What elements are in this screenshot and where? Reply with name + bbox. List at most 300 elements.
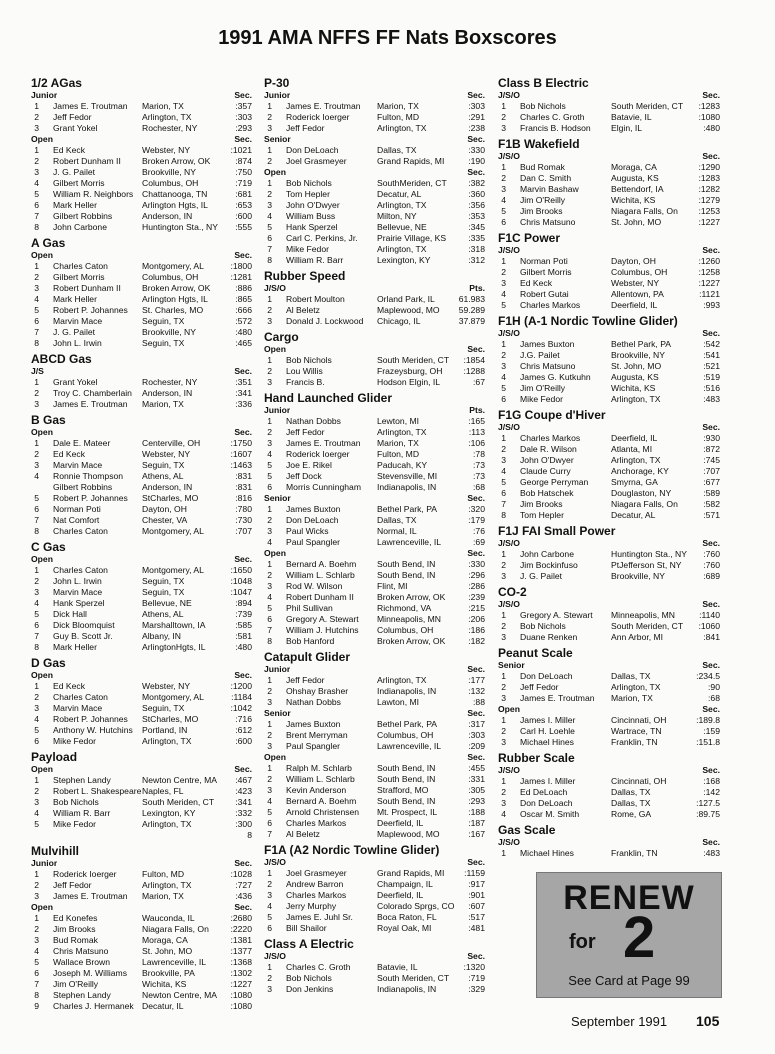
result-row <box>31 526 252 537</box>
score: :182 <box>468 636 485 646</box>
result-row <box>498 206 720 217</box>
place: 6 <box>34 620 39 630</box>
contestant-name: Bob Hanford <box>286 636 335 646</box>
score: :600 <box>235 736 252 746</box>
score: :541 <box>703 350 720 360</box>
place: 2 <box>34 112 39 122</box>
contestant-name: Bernard A. Boehm <box>286 796 357 806</box>
result-row <box>31 399 252 410</box>
score: :1368 <box>230 957 252 967</box>
division-label: J/S/O <box>498 599 520 609</box>
results-column-2 <box>264 73 485 995</box>
place: 2 <box>501 682 506 692</box>
place: 1 <box>267 675 272 685</box>
score: 61.983 <box>458 294 485 304</box>
unit-label: Sec. <box>702 245 720 255</box>
contestant-name: Paul Spangler <box>286 741 340 751</box>
place: 1 <box>267 145 272 155</box>
hometown: Columbus, OH <box>377 730 434 740</box>
place: 8 <box>34 990 39 1000</box>
score: :1080 <box>698 112 720 122</box>
hometown: Columbus, OH <box>377 625 434 635</box>
place: 1 <box>501 433 506 443</box>
section-title: CO-2 <box>498 585 527 599</box>
section-title: Payload <box>31 750 78 764</box>
unit-label: Sec. <box>702 422 720 432</box>
score: :760 <box>703 560 720 570</box>
contestant-name: Joel Grasmeyer <box>286 868 347 878</box>
place: 5 <box>34 305 39 315</box>
hometown: Huntington Sta., NY <box>611 549 687 559</box>
contestant-name: Mike Fedor <box>286 244 329 254</box>
renew-card-text: See Card at Page 99 <box>568 973 690 988</box>
result-row <box>31 913 252 924</box>
result-row <box>264 868 485 879</box>
contestant-name: Jim Bockinfuso <box>520 560 578 570</box>
score: :159 <box>703 726 720 736</box>
place: 2 <box>267 189 272 199</box>
score: :1159 <box>464 868 485 878</box>
score: :1227 <box>230 979 252 989</box>
division-label: Open <box>31 427 53 437</box>
contestant-name: Oscar M. Smith <box>520 809 580 819</box>
division-label: J/S/O <box>498 151 520 161</box>
contestant-name: Michael Hines <box>520 737 574 747</box>
result-row <box>498 339 720 350</box>
hometown: Arlington, TX <box>142 736 192 746</box>
section-title: Rubber Scale <box>498 751 575 765</box>
score: :707 <box>235 526 252 536</box>
score: :1463 <box>230 460 252 470</box>
result-row <box>264 890 485 901</box>
place: 3 <box>267 741 272 751</box>
result-row <box>498 394 720 405</box>
hometown: Prairie Village, KS <box>377 233 447 243</box>
score: :612 <box>235 725 252 735</box>
section-title: Rubber Speed <box>264 269 346 283</box>
score: :436 <box>235 891 252 901</box>
score: :89.75 <box>696 809 720 819</box>
hometown: Wartrace, TN <box>611 726 662 736</box>
score: :73 <box>473 460 485 470</box>
hometown: Maplewood, MO <box>377 829 440 839</box>
section-title: F1A (A2 Nordic Towline Glider) <box>264 843 440 857</box>
contestant-name: Jim O'Reilly <box>520 383 566 393</box>
division-label: Open <box>31 250 53 260</box>
score: :689 <box>703 571 720 581</box>
place: 1 <box>34 101 39 111</box>
unit-label: Pts. <box>469 405 485 415</box>
score: :113 <box>468 427 485 437</box>
hometown: Maplewood, MO <box>377 305 440 315</box>
division-header-row <box>498 538 720 549</box>
result-row <box>498 350 720 361</box>
score: :483 <box>703 848 720 858</box>
contestant-name: James E. Troutman <box>286 438 361 448</box>
division-label: Junior <box>31 858 58 868</box>
hometown: Dayton, OH <box>611 256 656 266</box>
result-row <box>498 372 720 383</box>
hometown: Richmond, VA <box>377 603 432 613</box>
place: 2 <box>267 774 272 784</box>
score: :455 <box>468 763 485 773</box>
result-row <box>264 178 485 189</box>
result-row <box>31 482 252 493</box>
place: 6 <box>34 736 39 746</box>
score: :331 <box>468 774 485 784</box>
place: 2 <box>501 726 506 736</box>
score: :142 <box>703 787 720 797</box>
score: :1140 <box>699 610 720 620</box>
place: 1 <box>501 776 506 786</box>
hometown: South Meriden, CT <box>377 355 450 365</box>
unit-label: Sec. <box>702 704 720 714</box>
place: 3 <box>501 632 506 642</box>
contestant-name: Jeff Fedor <box>286 427 325 437</box>
place: 3 <box>267 890 272 900</box>
hometown: Anderson, IN <box>142 482 193 492</box>
hometown: Niagara Falls, On <box>142 924 209 934</box>
contestant-name: William R. Barr <box>53 808 111 818</box>
contestant-name: Bob Nichols <box>286 973 332 983</box>
contestant-name: Tom Hepler <box>286 189 330 199</box>
hometown: Grand Rapids, MI <box>377 868 445 878</box>
contestant-name: Mike Fedor <box>53 736 96 746</box>
score: :2680 <box>230 913 252 923</box>
hometown: Athens, AL <box>142 471 184 481</box>
contestant-name: Dick Bloomquist <box>53 620 115 630</box>
score: :382 <box>468 178 485 188</box>
place: 5 <box>34 493 39 503</box>
place: 7 <box>34 327 39 337</box>
place: 7 <box>34 979 39 989</box>
section-title: F1B Wakefield <box>498 137 580 151</box>
division-label: Open <box>498 704 520 714</box>
score: :1227 <box>698 278 720 288</box>
contestant-name: John L. Irwin <box>53 576 102 586</box>
place: 3 <box>267 123 272 133</box>
score: :917 <box>468 879 485 889</box>
result-row <box>264 697 485 708</box>
place: 2 <box>34 576 39 586</box>
score: :1047 <box>230 587 252 597</box>
score: :1377 <box>230 946 252 956</box>
place: 8 <box>34 338 39 348</box>
place: 4 <box>267 901 272 911</box>
score: :187 <box>468 818 485 828</box>
score: :303 <box>468 730 485 740</box>
contestant-name: Mike Fedor <box>520 394 563 404</box>
result-row <box>31 305 252 316</box>
score: :607 <box>468 901 485 911</box>
result-row <box>31 167 252 178</box>
place: 1 <box>267 101 272 111</box>
score: :356 <box>468 200 485 210</box>
hometown: Bethel Park, PA <box>611 339 672 349</box>
unit-label: Sec. <box>702 765 720 775</box>
unit-label: Sec. <box>234 250 252 260</box>
result-row <box>498 632 720 643</box>
score: :234.5 <box>696 671 720 681</box>
hometown: ArlingtonHgts, IL <box>142 642 206 652</box>
hometown: Wichita, KS <box>611 383 656 393</box>
score: :727 <box>235 880 252 890</box>
score: :189.8 <box>696 715 720 725</box>
renew-headline: RENEW <box>563 879 695 917</box>
hometown: Chester, VA <box>142 515 188 525</box>
hometown: Paducah, KY <box>377 460 428 470</box>
contestant-name: Dick Hall <box>53 609 87 619</box>
result-row <box>31 587 252 598</box>
place: 3 <box>34 283 39 293</box>
place: 2 <box>267 515 272 525</box>
contestant-name: Jeff Fedor <box>53 112 92 122</box>
hometown: Athens, AL <box>142 609 184 619</box>
contestant-name: Bob Nichols <box>520 621 566 631</box>
hometown: Webster, NY <box>142 449 191 459</box>
score: :345 <box>468 222 485 232</box>
place: 2 <box>501 112 506 122</box>
hometown: Arlington, TX <box>377 123 427 133</box>
unit-label: Sec. <box>234 366 252 376</box>
result-row <box>31 642 252 653</box>
contestant-name: John Carbone <box>53 222 107 232</box>
contestant-name: Marvin Mace <box>53 460 103 470</box>
division-label: J/S/O <box>498 837 520 847</box>
hometown: Webster, NY <box>142 145 191 155</box>
section-title: P-30 <box>264 76 290 90</box>
page-number: 105 <box>696 1013 720 1029</box>
division-header-row <box>264 493 485 504</box>
score: :239 <box>468 592 485 602</box>
result-row <box>264 774 485 785</box>
score: :571 <box>703 510 720 520</box>
result-row <box>498 682 720 693</box>
score: :480 <box>235 642 252 652</box>
score: :188 <box>468 807 485 817</box>
unit-label: Sec. <box>467 344 485 354</box>
contestant-name: Robert P. Johannes <box>53 493 128 503</box>
hometown: Marion, TX <box>142 101 184 111</box>
section-title: Cargo <box>264 330 299 344</box>
score: :303 <box>235 112 252 122</box>
result-row <box>31 598 252 609</box>
contestant-name: Robert Gutai <box>520 289 569 299</box>
hometown: Franklin, TN <box>611 737 658 747</box>
contestant-name: Gilbert Robbins <box>53 211 113 221</box>
contestant-name: Ronnie Thompson <box>53 471 124 481</box>
score: :88 <box>473 697 485 707</box>
place: 1 <box>501 339 506 349</box>
hometown: Brookville, PA <box>142 968 195 978</box>
renew-subscription-box[interactable] <box>536 872 722 998</box>
score: :179 <box>468 515 485 525</box>
contestant-name: Don DeLoach <box>520 671 573 681</box>
hometown: Seguin, TX <box>142 460 185 470</box>
unit-label: Sec. <box>702 90 720 100</box>
result-row <box>498 256 720 267</box>
hometown: St. John, MO <box>142 946 193 956</box>
score: :1381 <box>230 935 252 945</box>
contestant-name: Jim Brooks <box>520 499 563 509</box>
contestant-name: William L. Schlarb <box>286 570 355 580</box>
score: :351 <box>235 377 252 387</box>
contestant-name: Charles Markos <box>286 818 347 828</box>
division-label: Junior <box>264 90 291 100</box>
score: :1021 <box>230 145 252 155</box>
score: :519 <box>703 372 720 382</box>
place: 5 <box>267 222 272 232</box>
score: :894 <box>235 598 252 608</box>
result-row <box>31 609 252 620</box>
result-row <box>264 355 485 366</box>
hometown: Lawrenceville, IL <box>142 957 207 967</box>
score: :1288 <box>463 366 485 376</box>
result-row <box>31 830 252 841</box>
hometown: Marion, TX <box>142 399 184 409</box>
unit-label: Sec. <box>702 151 720 161</box>
hometown: Anchorage, KY <box>611 466 669 476</box>
result-row <box>498 123 720 134</box>
result-row <box>31 786 252 797</box>
contestant-name: Dan C. Smith <box>520 173 572 183</box>
contestant-name: J. G. Pailet <box>53 327 96 337</box>
division-label: J/S/O <box>498 245 520 255</box>
result-row <box>31 869 252 880</box>
score: 59.289 <box>458 305 485 315</box>
score: :312 <box>468 255 485 265</box>
place: 2 <box>267 973 272 983</box>
score: :341 <box>235 797 252 807</box>
place: 6 <box>267 482 272 492</box>
hometown: Cincinnati, OH <box>611 715 667 725</box>
page-title: 1991 AMA NFFS FF Nats Boxscores <box>218 27 557 49</box>
place: 9 <box>34 1001 39 1011</box>
place: 3 <box>34 460 39 470</box>
place: 7 <box>34 211 39 221</box>
hometown: Franklin, TN <box>611 848 658 858</box>
score: :68 <box>708 693 720 703</box>
result-row <box>31 438 252 449</box>
score: :1800 <box>230 261 252 271</box>
division-label: J/S/O <box>498 538 520 548</box>
place: 2 <box>34 388 39 398</box>
result-row <box>498 787 720 798</box>
score: :681 <box>235 189 252 199</box>
contestant-name: John Carbone <box>520 549 574 559</box>
result-row <box>31 145 252 156</box>
score: :521 <box>703 361 720 371</box>
division-header-row <box>264 134 485 145</box>
contestant-name: Ohshay Brasher <box>286 686 349 696</box>
score: :132 <box>468 686 485 696</box>
score: :780 <box>235 504 252 514</box>
place: 3 <box>501 361 506 371</box>
result-row <box>264 189 485 200</box>
result-row <box>264 614 485 625</box>
hometown: Columbus, OH <box>142 272 199 282</box>
hometown: Fulton, MD <box>377 112 420 122</box>
division-label: Open <box>31 670 53 680</box>
division-header-row <box>264 283 485 294</box>
result-row <box>264 570 485 581</box>
score: :286 <box>468 581 485 591</box>
result-row <box>31 261 252 272</box>
hometown: Douglaston, NY <box>611 488 672 498</box>
place: 2 <box>34 449 39 459</box>
place: 6 <box>34 968 39 978</box>
division-label: Open <box>31 134 53 144</box>
place: 6 <box>267 923 272 933</box>
hometown: Fulton, MD <box>142 869 185 879</box>
result-row <box>31 714 252 725</box>
result-row <box>31 294 252 305</box>
division-label: J/S/O <box>498 328 520 338</box>
score: :1283 <box>698 173 720 183</box>
hometown: Indianapolis, IN <box>377 984 437 994</box>
hometown: Moraga, CA <box>611 162 657 172</box>
result-row <box>264 636 485 647</box>
result-row <box>31 123 252 134</box>
score: :600 <box>235 211 252 221</box>
hometown: Atlanta, MI <box>611 444 653 454</box>
division-label: J/S/O <box>264 283 286 293</box>
score: :1121 <box>699 289 720 299</box>
result-row <box>31 377 252 388</box>
hometown: Columbus, OH <box>611 267 668 277</box>
division-header-row <box>264 344 485 355</box>
result-row <box>264 366 485 377</box>
score: :1060 <box>698 621 720 631</box>
place: 8 <box>267 636 272 646</box>
hometown: Seguin, TX <box>142 576 185 586</box>
division-header-row <box>498 328 720 339</box>
result-row <box>31 1001 252 1012</box>
result-row <box>498 671 720 682</box>
result-row <box>498 798 720 809</box>
hometown: Naples, FL <box>142 786 184 796</box>
score: :831 <box>235 482 252 492</box>
result-row <box>264 211 485 222</box>
result-row <box>31 725 252 736</box>
contestant-name: Bob Hatschek <box>520 488 574 498</box>
contestant-name: Bob Nichols <box>286 178 332 188</box>
division-header-row <box>31 554 252 565</box>
score: :1279 <box>698 195 720 205</box>
score: :872 <box>703 444 720 454</box>
unit-label: Sec. <box>467 857 485 867</box>
division-label: Open <box>264 344 286 354</box>
place: 5 <box>267 807 272 817</box>
contestant-name: Mark Heller <box>53 294 97 304</box>
result-row <box>498 621 720 632</box>
division-header-row <box>498 660 720 671</box>
score: :320 <box>468 504 485 514</box>
contestant-name: Chris Matsuno <box>520 361 576 371</box>
score: 8 <box>247 830 252 840</box>
contestant-name: Joseph M. Williams <box>53 968 128 978</box>
contestant-name: J.G. Pailet <box>520 350 560 360</box>
hometown: Lawrenceville, IL <box>377 741 442 751</box>
score: :360 <box>468 189 485 199</box>
hometown: Grand Rapids, MI <box>377 156 445 166</box>
result-row <box>264 796 485 807</box>
result-row <box>264 973 485 984</box>
place: 7 <box>501 499 506 509</box>
unit-label: Sec. <box>702 660 720 670</box>
hometown: Newton Centre, MA <box>142 775 217 785</box>
result-row <box>498 499 720 510</box>
